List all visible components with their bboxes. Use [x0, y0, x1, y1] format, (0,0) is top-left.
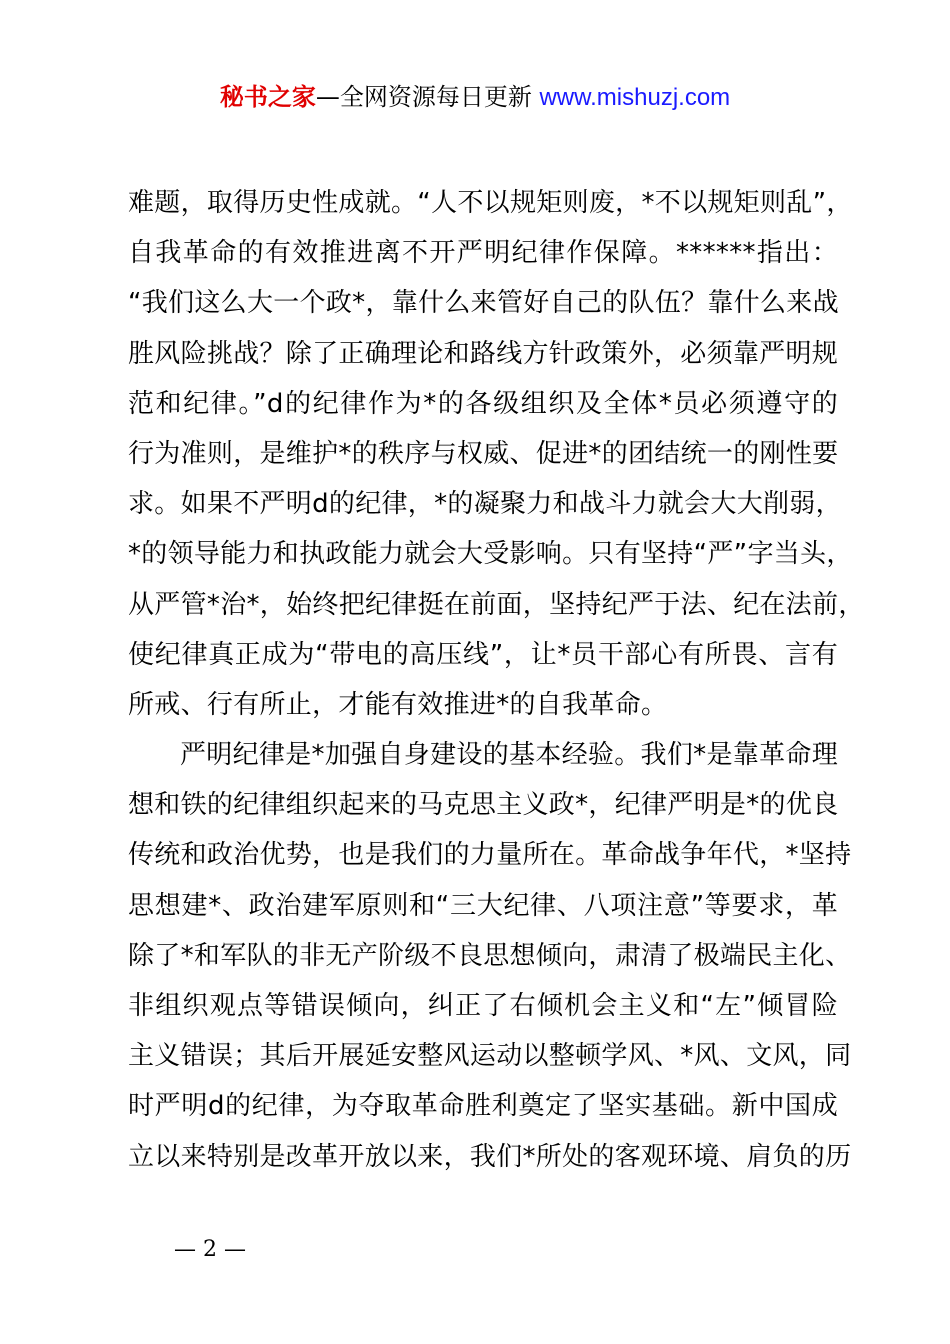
text-line: “我们这么大一个政*，靠什么来管好自己的队伍？靠什么来战 — [128, 288, 839, 319]
text-line: 非组织观点等错误倾向，纠正了右倾机会主义和“左”倾冒险 — [128, 991, 838, 1021]
paragraph-2 — [128, 730, 852, 1182]
text-line: *的领导能力和执政能力就会大受影响。只有坚持“严”字当头， — [128, 539, 853, 570]
text-line: 思想建*、政治建军原则和“三大纪律、八项注意”等要求，革 — [128, 890, 838, 921]
text-line: 行为准则，是维护*的秩序与权威、促进*的团结统一的刚性要 — [128, 438, 839, 469]
text-line: 自我革命的有效推进离不开严明纪律作保障。******指出： — [128, 238, 838, 269]
text-line: 胜风险挑战？除了正确理论和路线方针政策外，必须靠严明规 — [128, 338, 839, 369]
page-number: — 2 — — [174, 1237, 246, 1262]
text-line: 从严管*治*，始终把纪律挺在前面，坚持纪严于法、纪在法前， — [128, 589, 865, 620]
site-brand: 秘书之家 — [219, 83, 316, 111]
document-body — [128, 178, 865, 1182]
site-url[interactable]: www.mishuzj.com — [539, 84, 731, 111]
text-line: 除了*和军队的非无产阶级不良思想倾向，肃清了极端民主化、 — [128, 940, 852, 971]
site-tagline: —全网资源每日更新 — [315, 83, 540, 111]
text-line: 立以来特别是改革开放以来，我们*所处的客观环境、肩负的历 — [128, 1141, 852, 1172]
text-line: 使纪律真正成为“带电的高压线”，让*员干部心有所畏、言有 — [128, 639, 838, 670]
site-header — [0, 80, 950, 115]
text-line: 想和铁的纪律组织起来的马克思主义政*，纪律严明是*的优良 — [128, 790, 839, 821]
text-line: 范和纪律。”d的纪律作为*的各级组织及全体*员必须遵守的 — [128, 388, 838, 419]
text-line: 主义错误；其后开展延安整风运动以整顿学风、*风、文风，同 — [128, 1041, 852, 1072]
text-line: 传统和政治优势，也是我们的力量所在。革命战争年代，*坚持 — [128, 840, 852, 871]
text-line: 严明纪律是*加强自身建设的基本经验。我们*是靠革命理 — [180, 740, 838, 771]
paragraph-1 — [128, 178, 865, 730]
text-line: 求。如果不严明d的纪律，*的凝聚力和战斗力就会大大削弱， — [128, 489, 842, 520]
text-line: 所戒、行有所止，才能有效推进*的自我革命。 — [128, 689, 668, 720]
text-line: 难题，取得历史性成就。“人不以规矩则废，*不以规矩则乱”， — [128, 188, 853, 218]
text-line: 时严明d的纪律，为夺取革命胜利奠定了坚实基础。新中国成 — [128, 1091, 838, 1122]
